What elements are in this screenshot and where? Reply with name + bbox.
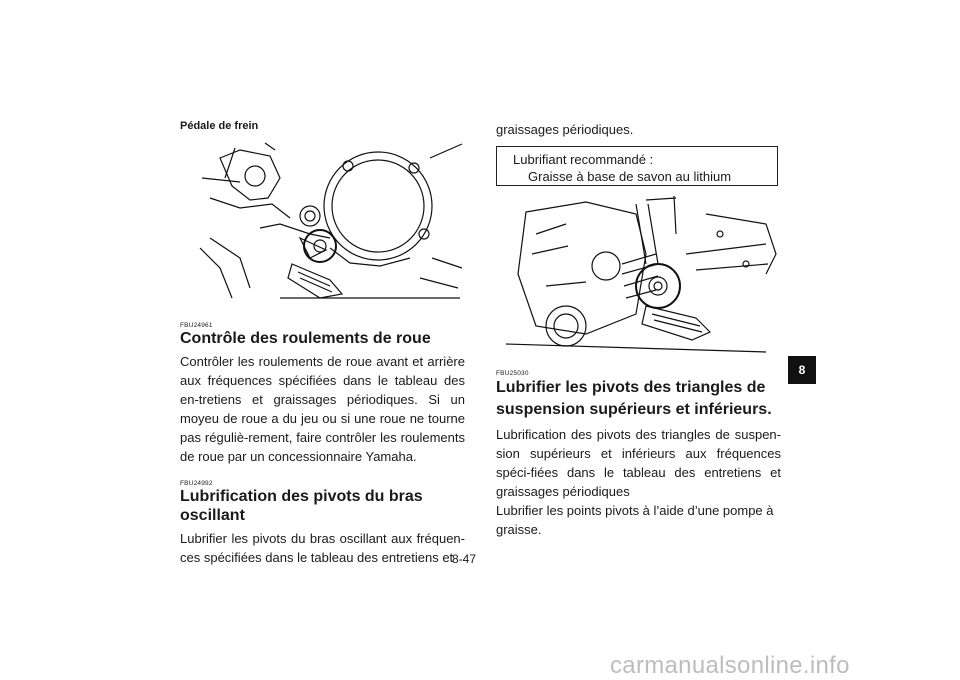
left-column (180, 120, 465, 567)
section-title-wishbone-pivots: Lubrifier les pivots des triangles de suspension supérieurs et inférieurs. (496, 379, 772, 418)
continued-text: graissages périodiques. (496, 122, 634, 137)
section-body-grease-pump: Lubrifier les points pivots à l’aide d’une pompe à graisse. (496, 503, 774, 537)
section-body-swingarm-pivots: Lubrifier les pivots du bras oscillant aux fréquen-ces spécifiées dans le tableau des entretiens et (180, 531, 465, 565)
lubricant-value: Graisse à base de savon au lithium (528, 169, 732, 184)
figure-caption-brake-pedal: Pédale de frein (180, 120, 259, 132)
section-title-wheel-bearings: Contrôle des roulements de roue (180, 330, 431, 347)
section-code: FBU25030 (496, 370, 529, 377)
brake-pedal-illustration (180, 138, 465, 306)
chapter-tab: 8 (788, 356, 816, 384)
section-code: FBU24992 (180, 480, 213, 487)
section-code: FBU24961 (180, 322, 213, 329)
section-body-wheel-bearings: Contrôler les roulements de roue avant et arrière aux fréquences spécifiées dans le tableau des en-tretiens et graissages périodiques. Si un moyeu de roue a du jeu ou si une roue ne tourne pas réguliè-rement, faire contrôler les roulements de roue par un concessionnaire Yamaha. (180, 354, 465, 464)
watermark: carmanualsonline.info (610, 652, 850, 679)
suspension-pivot-illustration (496, 194, 781, 362)
recommended-lubricant-box (496, 146, 778, 186)
right-column (496, 120, 781, 539)
section-body-wishbone-pivots: Lubrification des pivots des triangles de suspen-sion supérieurs et inférieurs aux fréquences spéci-fiées dans le tableau des entretiens et graissages périodiques (496, 427, 781, 499)
lubricant-label: Lubrifiant recommandé : (513, 152, 654, 167)
section-title-swingarm-pivots: Lubrification des pivots du bras oscillant (180, 488, 423, 524)
page-number: 8-47 (452, 552, 477, 566)
